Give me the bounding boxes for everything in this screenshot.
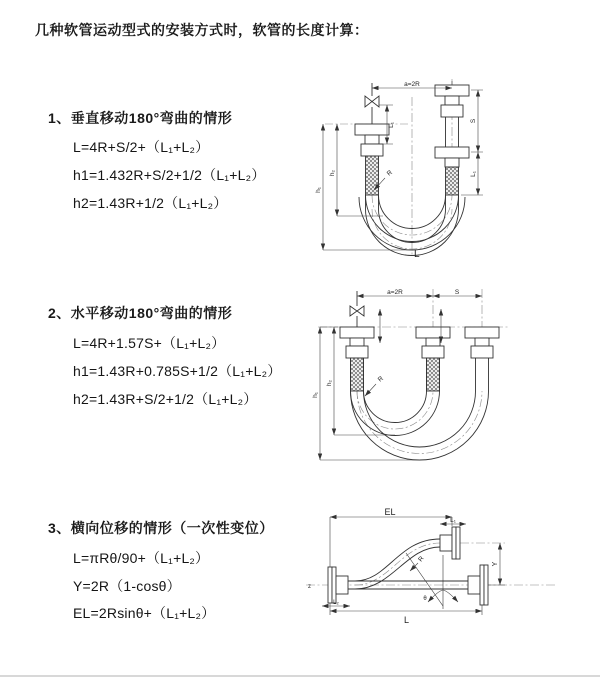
- dimension-labels: [308, 507, 499, 625]
- section1-formula-h1: h1=1.432R+S/2+1/2（L₁+L₂）: [73, 167, 266, 183]
- section2-formula-l: L=4R+1.57S+（L₁+L₂）: [73, 335, 226, 351]
- dim-label-l1-right: L₁: [470, 171, 477, 177]
- dim-label-s: S: [470, 118, 477, 124]
- section3-formula-y: Y=2R（1-cosθ）: [73, 578, 181, 594]
- dim-label-r: R: [376, 375, 385, 384]
- dim-label-l1-left: L₁: [388, 122, 395, 128]
- diagram-vertical-180-bend: [313, 75, 600, 260]
- dim-label-h2: h₂: [329, 169, 336, 177]
- dimension-lines: [322, 517, 505, 615]
- dim-label-l2: L₂: [333, 600, 339, 606]
- left-fitting: [355, 124, 389, 195]
- dim-label-h1: h₁: [315, 187, 322, 193]
- valve-icon: [365, 83, 379, 124]
- dim-label-l: L: [414, 249, 420, 260]
- section3-formula-l: L=πRθ/90+（L₁+L₂）: [73, 550, 210, 566]
- right-fitting: [465, 327, 499, 358]
- section2-formula-h1: h1=1.43R+0.785S+1/2（L₁+L₂）: [73, 363, 282, 379]
- section1-formula-l: L=4R+S/2+（L₁+L₂）: [73, 139, 210, 155]
- hose-assembly: [351, 358, 489, 460]
- dim-label-el: EL: [384, 507, 396, 517]
- centerline-mark: z: [308, 584, 311, 590]
- dim-label-r: R: [417, 555, 426, 564]
- right-lower-flange-fitting: [468, 565, 488, 605]
- dim-label-a2r: a=2R: [404, 81, 420, 88]
- dim-label-s: S: [454, 289, 460, 296]
- valve-icon: [350, 291, 364, 327]
- section3-formula-el: EL=2Rsinθ+（L₁+L₂）: [73, 605, 216, 621]
- section1-heading: 1、垂直移动180°弯曲的情形: [48, 110, 233, 126]
- centerlines: [318, 289, 510, 454]
- section2-formula-h2: h2=1.43R+S/2+1/2（L₁+L₂）: [73, 391, 258, 407]
- section2-heading: 2、水平移动180°弯曲的情形: [48, 305, 233, 321]
- dim-label-l1: L₁: [450, 517, 456, 524]
- dim-label-h2: h₂: [326, 379, 333, 387]
- diagram-horizontal-180-bend: [310, 283, 600, 463]
- dim-label-theta: θ: [423, 596, 427, 602]
- section3-heading: 3、横向位移的情形（一次性变位）: [48, 520, 274, 536]
- centerlines: [325, 79, 452, 257]
- dim-label-a2r: a=2R: [387, 289, 403, 296]
- page-title: 几种软管运动型式的安装方式时，软管的长度计算：: [35, 22, 369, 38]
- upper-flange-fitting: [440, 527, 460, 559]
- diagram-lateral-displacement: [300, 503, 600, 648]
- dim-label-y: Y: [492, 561, 499, 567]
- right-fitting-upper: [435, 85, 469, 117]
- left-flange-fitting: [328, 567, 348, 603]
- dim-label-l: L: [404, 615, 410, 625]
- dim-label-h1: h₁: [312, 392, 319, 398]
- section1-formula-h2: h2=1.43R+1/2（L₁+L₂）: [73, 195, 228, 211]
- dim-label-r: R: [385, 169, 394, 178]
- right-fitting-lower: [435, 147, 469, 195]
- middle-fitting: [416, 327, 450, 391]
- left-fitting: [340, 327, 374, 391]
